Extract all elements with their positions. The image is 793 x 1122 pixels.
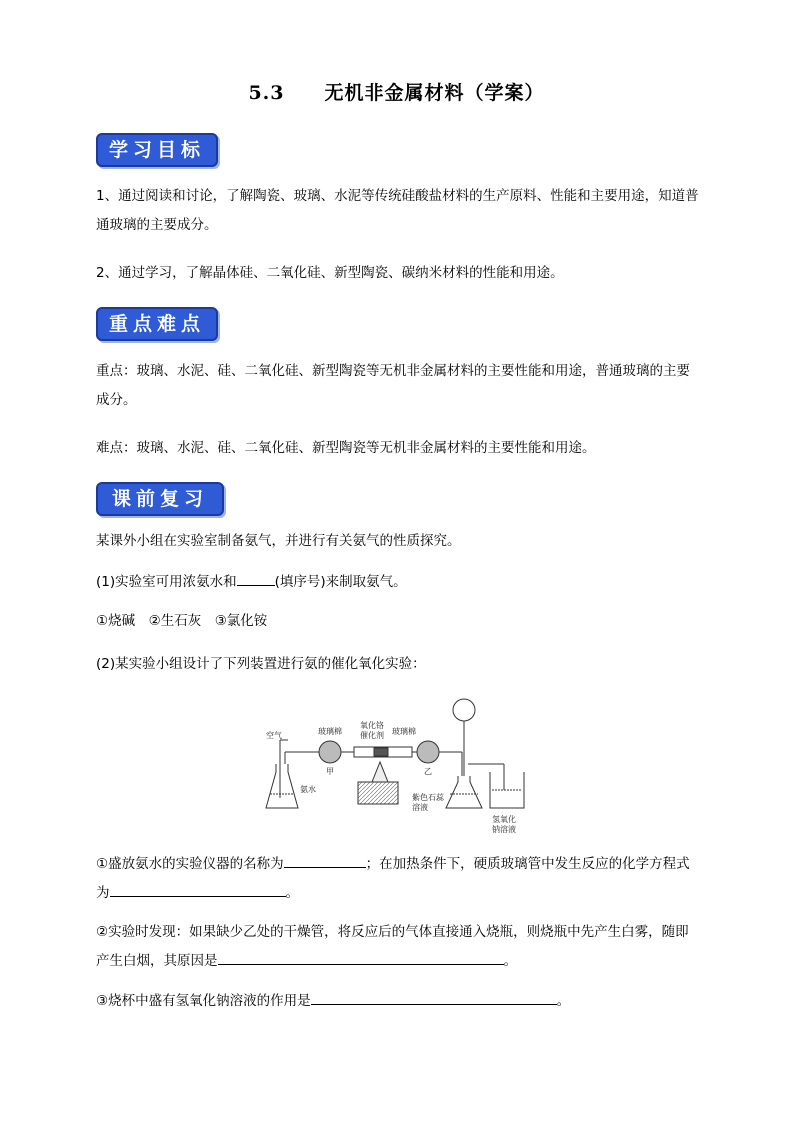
answer-blank-q1[interactable]: [237, 569, 275, 586]
label-glass-wool-right: 玻璃棉: [392, 727, 416, 736]
label-naoh-2: 钠溶液: [492, 825, 516, 834]
sub-question-1-part3: 。: [285, 885, 299, 901]
question-1-before: (1)实验室可用浓氨水和: [96, 574, 237, 590]
label-naoh-1: 氢氧化: [492, 815, 516, 824]
question-1-options: ①烧碱 ②生石灰 ③氯化铵: [96, 613, 268, 629]
label-yi: 乙: [424, 767, 432, 776]
section-badge-review: 课前复习: [96, 482, 224, 516]
conical-flask-ammonia: [266, 764, 298, 808]
sub-question-2: [96, 918, 702, 976]
sub-question-3-after: 。: [556, 993, 571, 1009]
balloon: [453, 699, 475, 721]
section-badge-key-points: 重点难点: [96, 307, 218, 341]
drying-tube-jia: [319, 741, 341, 763]
label-catalyst-2: 催化剂: [360, 731, 384, 740]
section-badge-objectives: 学习目标: [96, 133, 218, 167]
sub-question-1-part2: ；在加热条件下，硬质玻璃管中发生反应的化学方程式为: [96, 856, 690, 901]
drying-tube-yi: [417, 741, 439, 763]
sub-question-3: [96, 987, 702, 1016]
key-point-focus: 重点：玻璃、水泥、硅、二氧化硅、新型陶瓷等无机非金属材料的主要性能和用途，普通玻璃的主要成分。: [96, 363, 690, 408]
title-number: 5.3: [248, 82, 285, 104]
objective-2: 2、通过学习，了解晶体硅、二氧化硅、新型陶瓷、碳纳米材料的性能和用途。: [96, 265, 564, 281]
sub-question-2-before: ②实验时发现：如果缺少乙处的干燥管，将反应后的气体直接通入烧瓶，则烧瓶中先产生白雾，随即产生白烟，其原因是: [96, 924, 689, 969]
label-jia: 甲: [326, 767, 334, 776]
question-1-after: (填序号)来制取氨气。: [274, 574, 407, 590]
objective-1: 1、通过阅读和讨论，了解陶瓷、玻璃、水泥等传统硅酸盐材料的生产原料、性能和主要用途，知道普通玻璃的主要成分。: [96, 188, 699, 233]
sub-question-2-after: 。: [503, 953, 517, 969]
answer-blank-naoh-purpose[interactable]: [311, 988, 557, 1005]
label-ammonia-water: 氨水: [300, 785, 316, 794]
sub-question-1: [96, 850, 702, 908]
sub-question-1-part1: ①盛放氨水的实验仪器的名称为: [96, 856, 284, 872]
question-2: (2)某实验小组设计了下列装置进行氨的催化氧化实验：: [96, 656, 426, 672]
apparatus-diagram: [262, 690, 542, 840]
label-catalyst-1: 氧化铬: [360, 721, 384, 730]
label-litmus-2: 溶液: [412, 803, 428, 812]
lamp-stand: [358, 782, 398, 804]
page-title: [0, 78, 793, 105]
conical-flask-litmus: [446, 776, 482, 808]
label-glass-wool-left: 玻璃棉: [318, 727, 342, 736]
answer-blank-instrument[interactable]: [284, 851, 366, 868]
key-point-difficulty: 难点：玻璃、水泥、硅、二氧化硅、新型陶瓷等无机非金属材料的主要性能和用途。: [96, 440, 596, 456]
review-intro: 某课外小组在实验室制备氨气，并进行有关氨气的性质探究。: [96, 533, 461, 549]
alcohol-lamp: [372, 762, 388, 782]
label-air: 空气: [266, 731, 282, 740]
label-litmus-1: 紫色石蕊: [412, 793, 444, 802]
answer-blank-reason[interactable]: [218, 948, 504, 965]
sub-question-3-before: ③烧杯中盛有氢氧化钠溶液的作用是: [96, 993, 311, 1009]
answer-blank-equation[interactable]: [110, 880, 286, 897]
question-1: [96, 568, 702, 597]
title-text: 无机非金属材料（学案）: [324, 82, 545, 104]
